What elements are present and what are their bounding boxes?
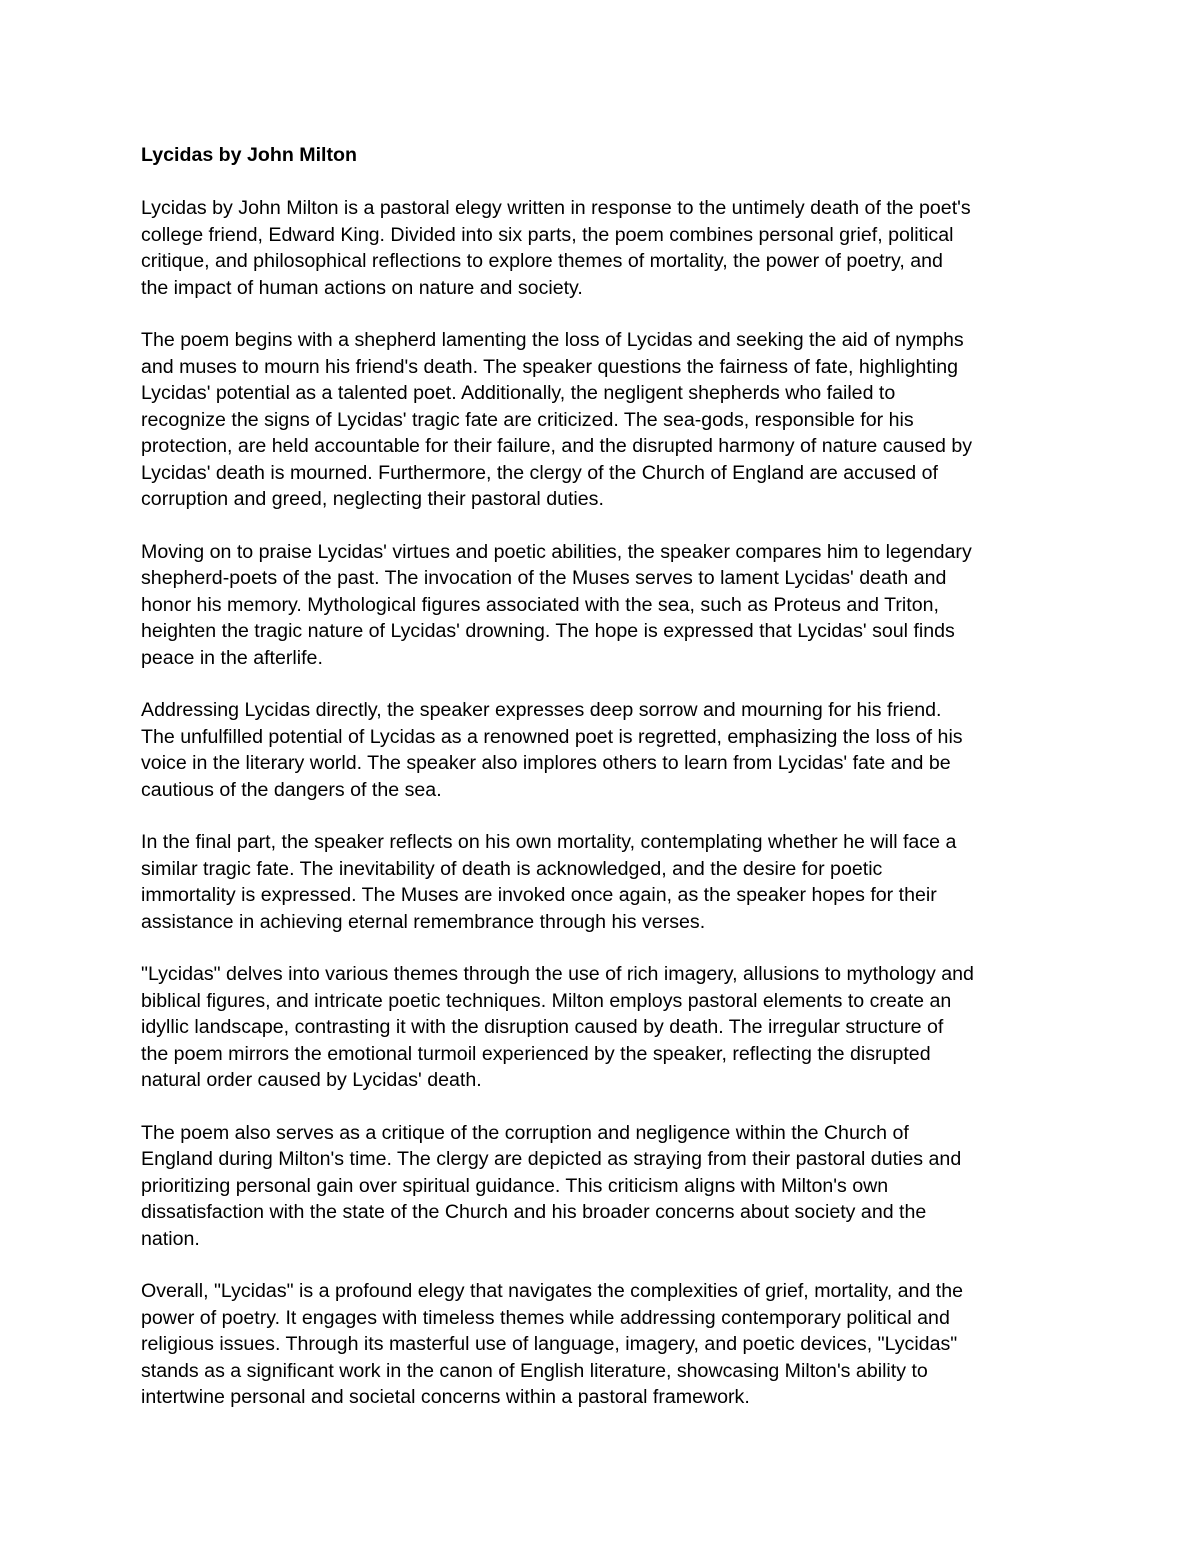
text-line: and muses to mourn his friend's death. The speaker questions the fairness of fate, highlighting <box>141 355 959 378</box>
text-line: similar tragic fate. The inevitability of death is acknowledged, and the desire for poetic <box>141 857 883 880</box>
text-line: The poem begins with a shepherd lamenting the loss of Lycidas and seeking the aid of nymphs <box>141 329 964 351</box>
text-line: heighten the tragic nature of Lycidas' drowning. The hope is expressed that Lycidas' soul finds <box>141 620 955 642</box>
text-line: the poem mirrors the emotional turmoil experienced by the speaker, reflecting the disrupted <box>141 1042 931 1065</box>
paragraph <box>141 697 1071 803</box>
text-line: dissatisfaction with the state of the Church and his broader concerns about society and the <box>141 1201 927 1223</box>
paragraph <box>141 829 1071 935</box>
text-line: "Lycidas" delves into various themes through the use of rich imagery, allusions to mythology and <box>141 963 974 985</box>
text-line: prioritizing personal gain over spiritual guidance. This criticism aligns with Milton's own <box>141 1174 889 1197</box>
text-line: biblical figures, and intricate poetic techniques. Milton employs pastoral elements to create an <box>141 989 952 1012</box>
document-title: Lycidas by John Milton <box>141 144 357 166</box>
text-line: Lycidas' death is mourned. Furthermore, the clergy of the Church of England are accused of <box>141 461 938 484</box>
text-line: natural order caused by Lycidas' death. <box>141 1069 482 1091</box>
document-body <box>141 142 1071 1411</box>
text-line: peace in the afterlife. <box>141 646 323 669</box>
paragraph <box>141 539 1071 672</box>
text-line: honor his memory. Mythological figures associated with the sea, such as Proteus and Triton, <box>141 593 939 616</box>
text-line: Overall, "Lycidas" is a profound elegy that navigates the complexities of grief, mortality, and the <box>141 1280 964 1302</box>
text-line: The unfulfilled potential of Lycidas as a renowned poet is regretted, emphasizing the loss of his <box>141 725 963 748</box>
paragraph <box>141 1278 1071 1411</box>
text-line: critique, and philosophical reflections to explore themes of mortality, the power of poetry, and <box>141 250 943 272</box>
text-line: the impact of human actions on nature and society. <box>141 276 583 299</box>
text-line: college friend, Edward King. Divided into six parts, the poem combines personal grief, political <box>141 223 954 246</box>
text-line: protection, are held accountable for their failure, and the disrupted harmony of nature caused by <box>141 435 973 457</box>
text-line: corruption and greed, neglecting their pastoral duties. <box>141 488 604 510</box>
text-line: assistance in achieving eternal remembrance through his verses. <box>141 910 706 933</box>
text-line: nation. <box>141 1227 200 1250</box>
text-line: stands as a significant work in the canon of English literature, showcasing Milton's ability to <box>141 1359 928 1382</box>
text-line: idyllic landscape, contrasting it with the disruption caused by death. The irregular structure of <box>141 1016 944 1038</box>
text-line: Moving on to praise Lycidas' virtues and poetic abilities, the speaker compares him to legendary <box>141 540 972 563</box>
paragraph <box>141 195 1071 301</box>
text-line: power of poetry. It engages with timeless themes while addressing contemporary political and <box>141 1306 950 1329</box>
text-line: Lycidas by John Milton is a pastoral elegy written in response to the untimely death of the poet's <box>141 197 971 219</box>
text-line: England during Milton's time. The clergy are depicted as straying from their pastoral duties and <box>141 1148 962 1170</box>
text-line: recognize the signs of Lycidas' tragic fate are criticized. The sea-gods, responsible for his <box>141 408 914 431</box>
paragraph-list <box>141 195 1071 1411</box>
text-line: The poem also serves as a critique of the corruption and negligence within the Church of <box>141 1121 909 1144</box>
paragraph <box>141 1120 1071 1253</box>
paragraph <box>141 327 1071 513</box>
text-line: religious issues. Through its masterful use of language, imagery, and poetic devices, "Lycidas" <box>141 1333 958 1355</box>
text-line: immortality is expressed. The Muses are invoked once again, as the speaker hopes for their <box>141 884 937 906</box>
text-line: intertwine personal and societal concerns within a pastoral framework. <box>141 1386 750 1408</box>
text-line: shepherd-poets of the past. The invocation of the Muses serves to lament Lycidas' death and <box>141 567 947 589</box>
text-line: voice in the literary world. The speaker also implores others to learn from Lycidas' fate and be <box>141 752 951 774</box>
text-line: Addressing Lycidas directly, the speaker expresses deep sorrow and mourning for his friend. <box>141 699 942 721</box>
text-line: cautious of the dangers of the sea. <box>141 778 442 801</box>
paragraph <box>141 961 1071 1094</box>
text-line: In the final part, the speaker reflects on his own mortality, contemplating whether he will face a <box>141 831 957 853</box>
text-line: Lycidas' potential as a talented poet. Additionally, the negligent shepherds who failed to <box>141 382 896 404</box>
